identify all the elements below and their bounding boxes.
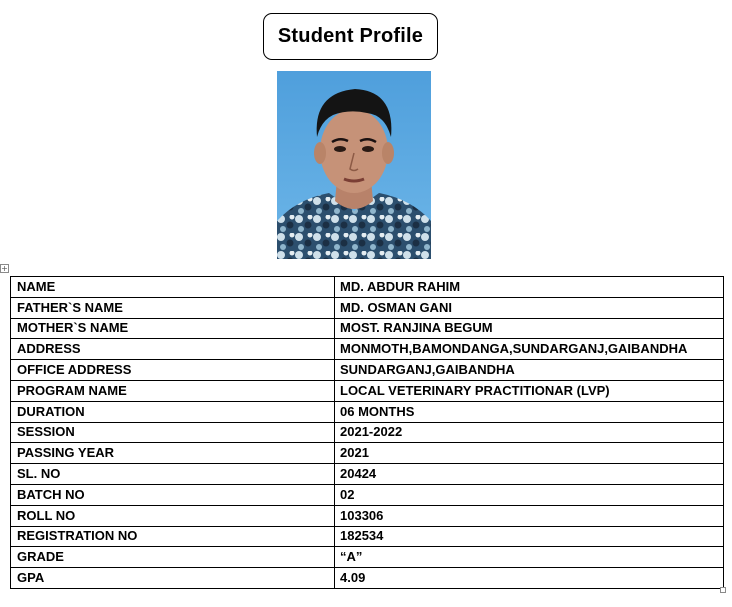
table-row <box>11 318 724 339</box>
table-row <box>11 360 724 381</box>
row-value: 2021-2022 <box>335 422 724 443</box>
row-value: MONMOTH,BAMONDANGA,SUNDARGANJ,GAIBANDHA <box>335 339 724 360</box>
row-label: ADDRESS <box>11 339 335 360</box>
row-value: 20424 <box>335 464 724 485</box>
table-row <box>11 401 724 422</box>
table-move-handle-icon[interactable]: + <box>1 264 8 273</box>
row-value: 4.09 <box>335 568 724 589</box>
table-row <box>11 526 724 547</box>
table-row <box>11 568 724 589</box>
table-row <box>11 505 724 526</box>
student-photo <box>277 71 431 259</box>
row-label: FATHER`S NAME <box>11 297 335 318</box>
row-value: LOCAL VETERINARY PRACTITIONAR (LVP) <box>335 380 724 401</box>
table-row <box>11 422 724 443</box>
row-value: 02 <box>335 484 724 505</box>
row-label: ROLL NO <box>11 505 335 526</box>
row-label: GPA <box>11 568 335 589</box>
row-label: MOTHER`S NAME <box>11 318 335 339</box>
row-value: MD. OSMAN GANI <box>335 297 724 318</box>
row-value: SUNDARGANJ,GAIBANDHA <box>335 360 724 381</box>
row-label: NAME <box>11 277 335 298</box>
row-value: 182534 <box>335 526 724 547</box>
table-row <box>11 297 724 318</box>
row-value: 06 MONTHS <box>335 401 724 422</box>
row-label: OFFICE ADDRESS <box>11 360 335 381</box>
table-row <box>11 464 724 485</box>
row-value: MD. ABDUR RAHIM <box>335 277 724 298</box>
table-row <box>11 277 724 298</box>
row-label: GRADE <box>11 547 335 568</box>
table-resize-handle[interactable] <box>720 587 726 593</box>
table-row <box>11 339 724 360</box>
row-value: 2021 <box>335 443 724 464</box>
row-value: MOST. RANJINA BEGUM <box>335 318 724 339</box>
row-label: PASSING YEAR <box>11 443 335 464</box>
row-label: REGISTRATION NO <box>11 526 335 547</box>
row-label: SESSION <box>11 422 335 443</box>
page-title: Student Profile <box>263 13 438 60</box>
row-value: “A” <box>335 547 724 568</box>
table-row <box>11 484 724 505</box>
portrait-image <box>277 71 431 259</box>
row-value: 103306 <box>335 505 724 526</box>
row-label: PROGRAM NAME <box>11 380 335 401</box>
row-label: DURATION <box>11 401 335 422</box>
row-label: BATCH NO <box>11 484 335 505</box>
table-row <box>11 547 724 568</box>
table-row <box>11 380 724 401</box>
profile-table <box>10 276 724 589</box>
table-row <box>11 443 724 464</box>
row-label: SL. NO <box>11 464 335 485</box>
